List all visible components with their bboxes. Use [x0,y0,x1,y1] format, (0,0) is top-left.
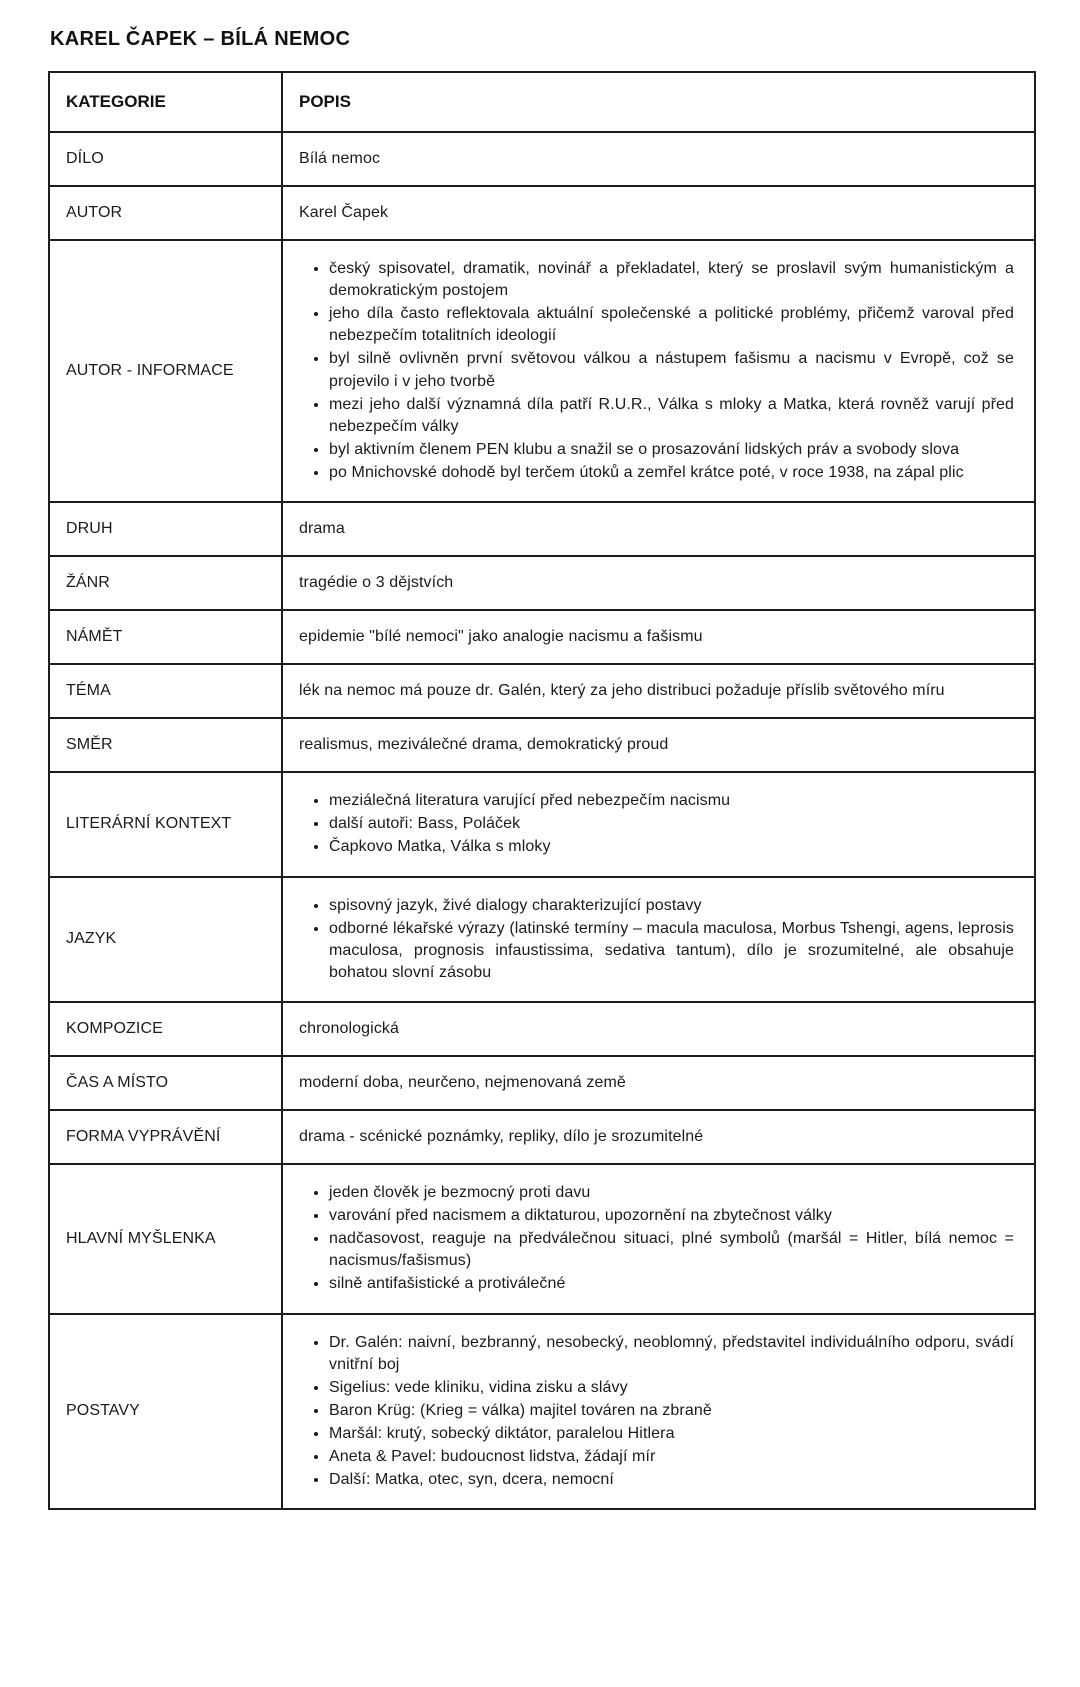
description-cell [282,877,1035,1002]
description-cell [282,718,1035,772]
bullet-item: • spisovný jazyk, živé dialogy charakterizující postavy [329,895,1014,917]
category-cell: AUTOR [49,186,282,240]
category-cell: NÁMĚT [49,610,282,664]
category-cell: POSTAVY [49,1314,282,1510]
description-cell [282,1110,1035,1164]
table-row-hlavni-myslenka [49,1164,1035,1313]
description-text: Karel Čapek [299,204,389,222]
table-row-druh [49,502,1035,556]
description-cell [282,1314,1035,1510]
bullet-list [299,1332,1014,1492]
category-cell: JAZYK [49,877,282,1002]
category-cell: LITERÁRNÍ KONTEXT [49,772,282,876]
table-row-dilo [49,132,1035,186]
bullet-item: • jeho díla často reflektovala aktuální společenské a politické problémy, přičemž varoval před nebezpečím totalitních ideologií [329,303,1014,347]
category-cell: DÍLO [49,132,282,186]
table-row-smer [49,718,1035,772]
description-cell [282,772,1035,876]
category-cell: AUTOR - INFORMACE [49,240,282,502]
bullet-list [299,790,1014,858]
description-cell [282,1056,1035,1110]
bullet-item: • mezi jeho další významná díla patří R.U.R., Válka s mloky a Matka, která rovněž varují před nebezpečím války [329,394,1014,438]
bullet-list [299,895,1014,984]
bullet-item: • Dr. Galén: naivní, bezbranný, nesobecký, neoblomný, představitel individuálního odporu, svádí vnitřní boj [329,1332,1014,1376]
header-popis: POPIS [282,72,1035,132]
bullet-item: • Maršál: krutý, sobecký diktátor, paralelou Hitlera [329,1423,1014,1445]
bullet-item: • jeden člověk je bezmocný proti davu [329,1182,1014,1204]
analysis-table [48,71,1036,1510]
description-cell [282,1164,1035,1313]
description-cell [282,186,1035,240]
table-row-cas-a-misto [49,1056,1035,1110]
bullet-item: • byl silně ovlivněn první světovou válkou a nástupem fašismu a nacismu v Evropě, což se projevilo i v jeho tvorbě [329,348,1014,392]
description-cell [282,132,1035,186]
bullet-item: • Čapkovo Matka, Válka s mloky [329,836,1014,858]
description-cell [282,1002,1035,1056]
category-cell: SMĚR [49,718,282,772]
table-row-postavy [49,1314,1035,1510]
category-cell: KOMPOZICE [49,1002,282,1056]
document-title: KAREL ČAPEK – BÍLÁ NEMOC [50,28,351,50]
table-row-tema [49,664,1035,718]
category-cell: DRUH [49,502,282,556]
header-kategorie: KATEGORIE [49,72,282,132]
description-text: realismus, meziválečné drama, demokratický proud [299,736,669,754]
description-text: moderní doba, neurčeno, nejmenovaná země [299,1073,626,1091]
bullet-item: • nadčasovost, reaguje na předválečnou situaci, plné symbolů (maršál = Hitler, bílá nemoc = nacismus/fašismus) [329,1228,1014,1272]
table-row-forma-vypraveni [49,1110,1035,1164]
description-text: drama [299,519,345,537]
bullet-item: • silně antifašistické a protiválečné [329,1273,1014,1295]
description-text: epidemie "bílé nemoci" jako analogie nacismu a fašismu [299,628,703,646]
description-text: drama - scénické poznámky, repliky, dílo je srozumitelné [299,1128,704,1146]
table-row-autor [49,186,1035,240]
category-cell: ČAS A MÍSTO [49,1056,282,1110]
bullet-item: • meziálečná literatura varující před nebezpečím nacismu [329,790,1014,812]
category-cell: HLAVNÍ MYŠLENKA [49,1164,282,1313]
category-cell: TÉMA [49,664,282,718]
bullet-item: • český spisovatel, dramatik, novinář a překladatel, který se proslavil svým humanistickým a demokratickým postojem [329,258,1014,302]
description-cell [282,664,1035,718]
bullet-list [299,1182,1014,1295]
description-cell [282,556,1035,610]
bullet-item: • po Mnichovské dohodě byl terčem útoků a zemřel krátce poté, v roce 1938, na zápal plic [329,462,1014,484]
bullet-item: • odborné lékařské výrazy (latinské termíny – macula maculosa, Morbus Tshengi, agens, leprosis maculosa, prognosis infaustissima, sedativa tantum), dílo je srozumitelné, ale obsahuje bohatou slovní zásobu [329,918,1014,984]
description-text: lék na nemoc má pouze dr. Galén, který za jeho distribuci požaduje příslib světového míru [299,682,945,700]
description-text: tragédie o 3 dějstvích [299,574,454,592]
description-cell [282,610,1035,664]
bullet-item: • varování před nacismem a diktaturou, upozornění na zbytečnost války [329,1205,1014,1227]
table-header-row [49,72,1035,132]
category-cell: FORMA VYPRÁVĚNÍ [49,1110,282,1164]
description-cell [282,240,1035,502]
bullet-item: • byl aktivním členem PEN klubu a snažil se o prosazování lidských práv a svobody slova [329,439,1014,461]
table-row-namet [49,610,1035,664]
table-row-zanr [49,556,1035,610]
description-cell [282,502,1035,556]
bullet-item: • Sigelius: vede kliniku, vidina zisku a slávy [329,1377,1014,1399]
table-row-literarni-kontext [49,772,1035,876]
description-text: Bílá nemoc [299,150,381,167]
table-row-kompozice [49,1002,1035,1056]
table-row-jazyk [49,877,1035,1002]
bullet-list [299,258,1014,484]
bullet-item: • Další: Matka, otec, syn, dcera, nemocní [329,1469,1014,1491]
table-row-autor-informace [49,240,1035,502]
category-cell: ŽÁNR [49,556,282,610]
bullet-item: • další autoři: Bass, Poláček [329,813,1014,835]
bullet-item: • Baron Krüg: (Krieg = válka) majitel továren na zbraně [329,1400,1014,1422]
description-text: chronologická [299,1019,400,1037]
bullet-item: • Aneta & Pavel: budoucnost lidstva, žádají mír [329,1446,1014,1468]
